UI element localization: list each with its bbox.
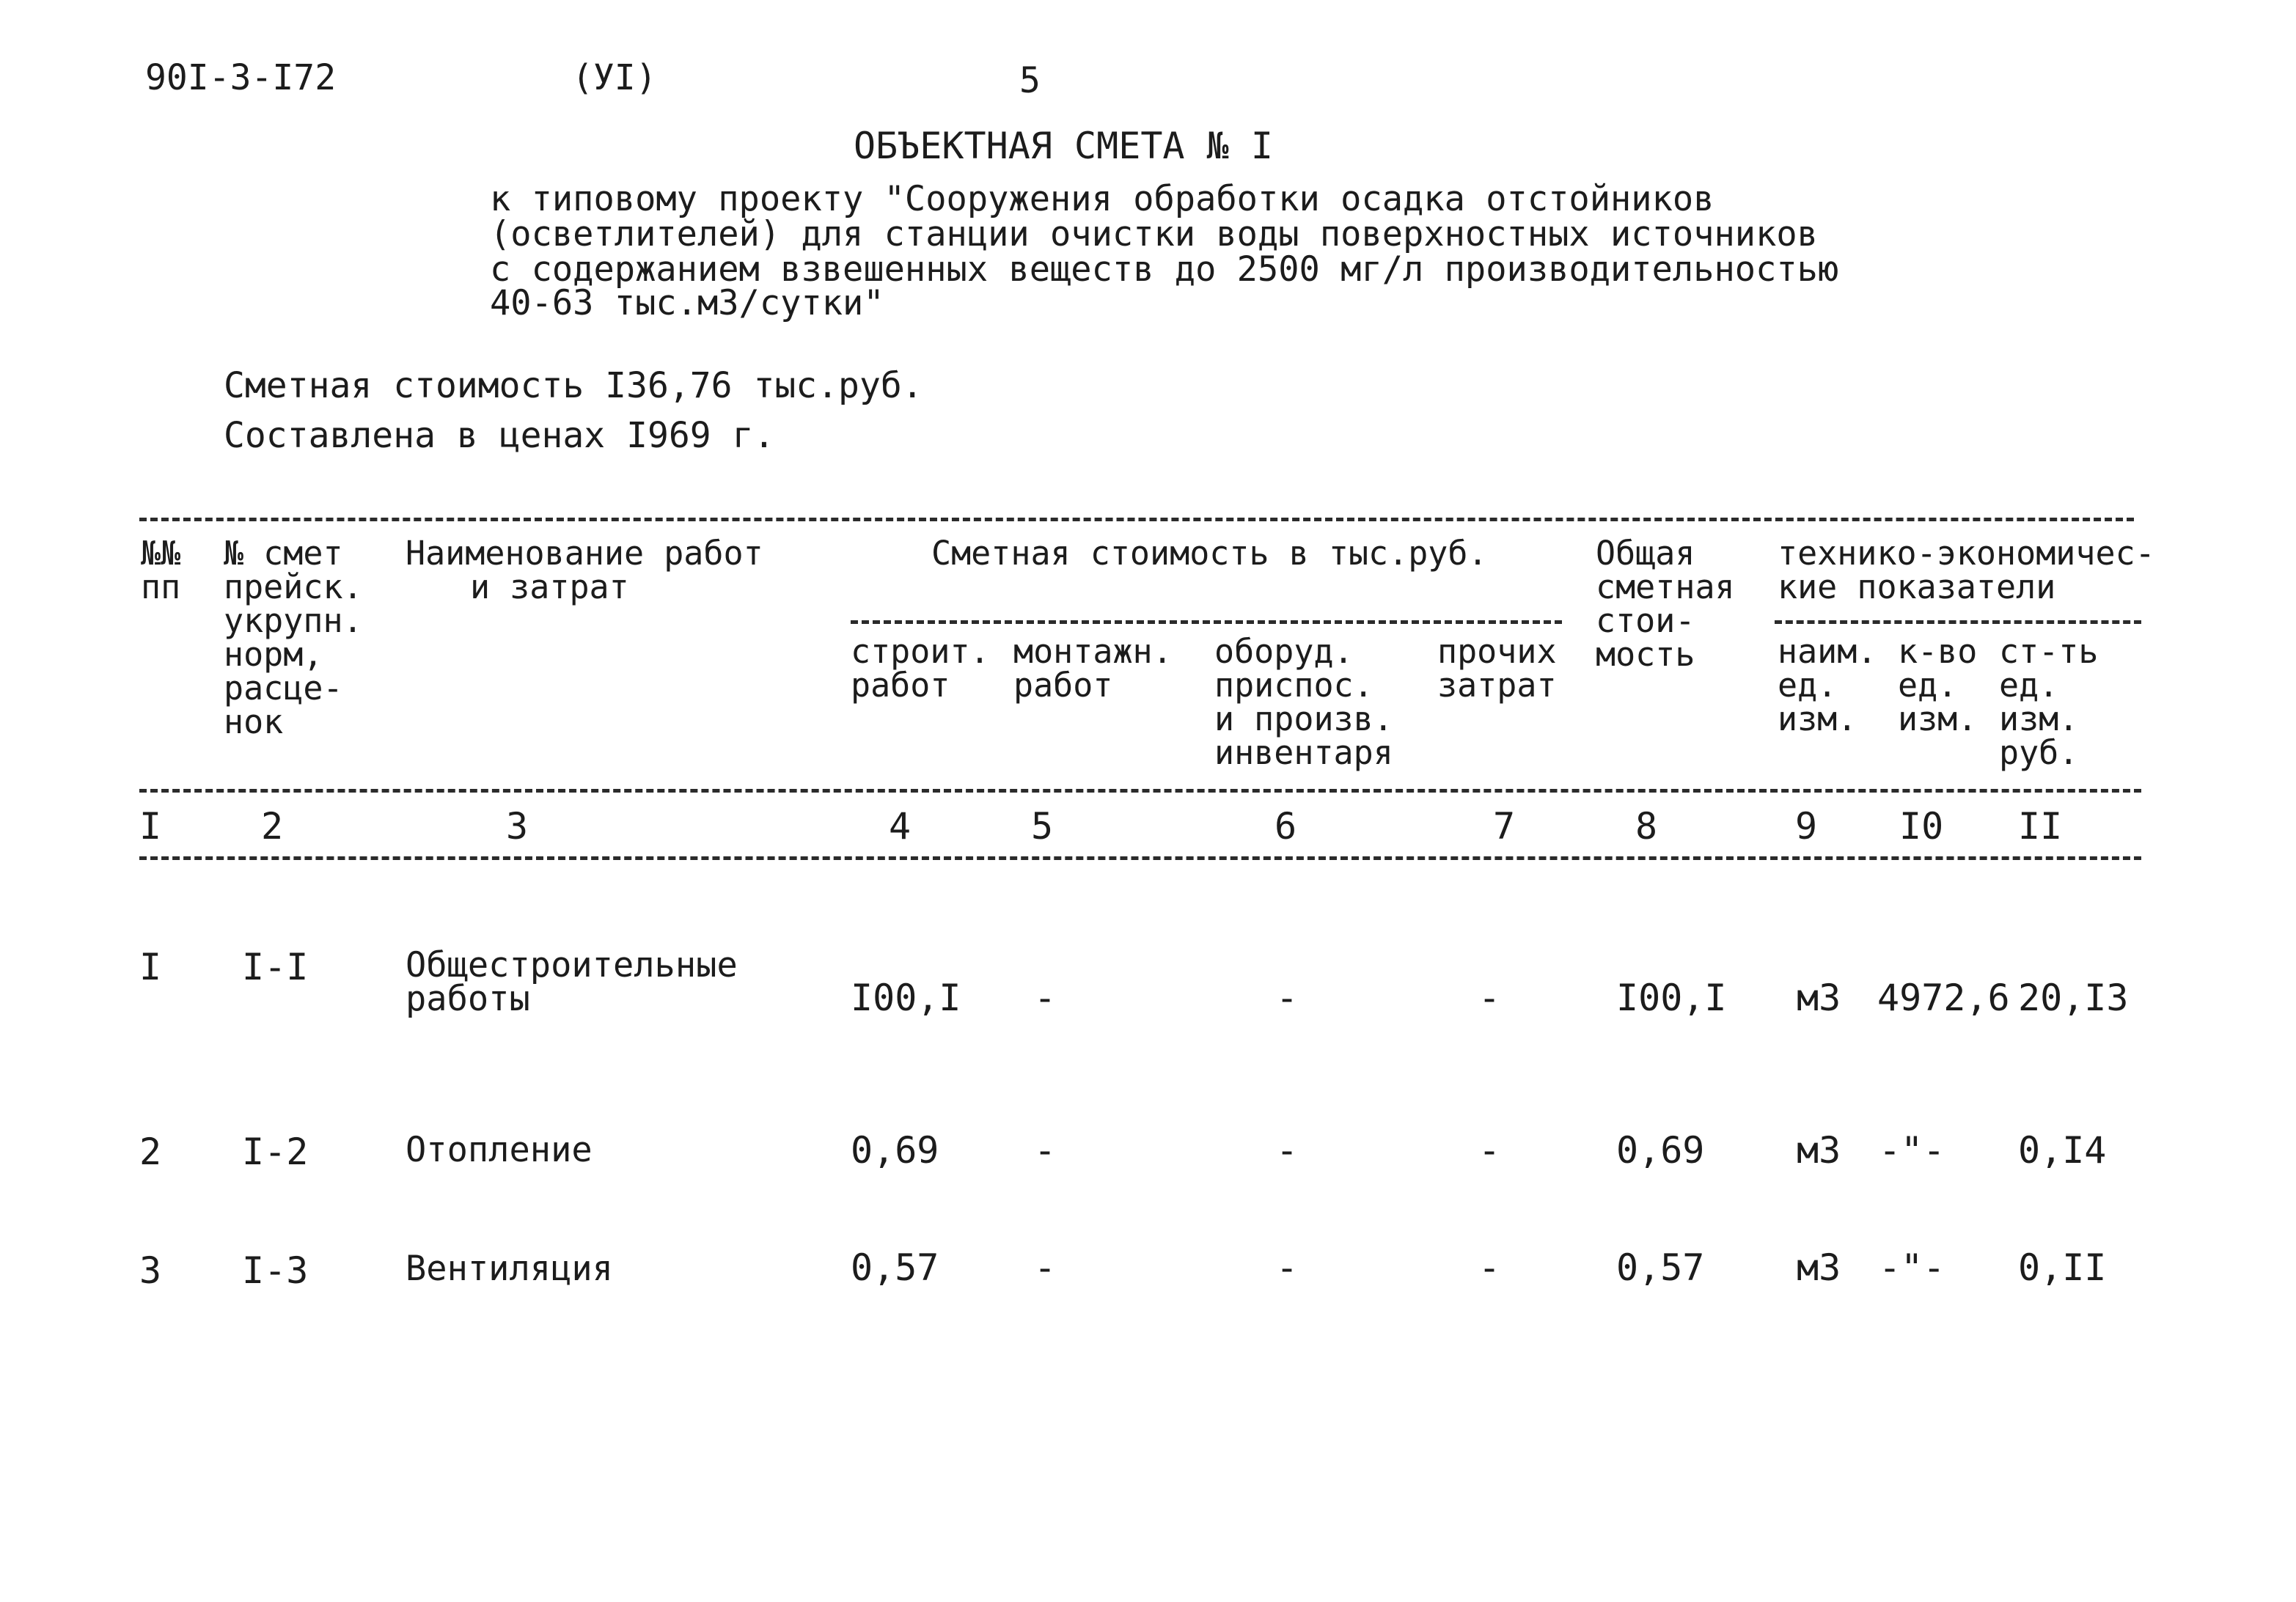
table-top-rule [139, 518, 2134, 521]
column-number: 9 [1795, 805, 1818, 848]
row-number: 3 [139, 1249, 162, 1292]
sheet-label: (УI) [572, 57, 657, 98]
column-number: I0 [1899, 805, 1944, 848]
row-number: 2 [139, 1131, 162, 1173]
installation-cost: - [1034, 1246, 1057, 1289]
estimate-number: I-3 [242, 1249, 309, 1292]
other-cost: - [1478, 977, 1501, 1019]
header-col1: №№ пп [141, 534, 181, 606]
cost-group-rule [851, 620, 1562, 624]
header-col3: Наименование работ и затрат [406, 534, 763, 606]
header-col7: прочих затрат [1437, 632, 1557, 705]
subtitle-line-3: с содержанием взвешенных веществ до 2500 мг/л производительностью [490, 249, 1839, 290]
header-col11: ст-ть ед. изм. руб. [1999, 632, 2099, 772]
header-col4: строит. работ [851, 632, 990, 705]
total-cost: 0,57 [1616, 1246, 1705, 1289]
unit: м3 [1797, 977, 1841, 1019]
page-number: 5 [1019, 60, 1041, 101]
work-name: Вентиляция [406, 1249, 613, 1289]
estimate-number: I-I [242, 946, 309, 988]
quantity: -"- [1879, 1129, 1945, 1172]
work-name: Общестроительные работы [406, 945, 738, 1019]
estimated-cost: Сметная стоимость I36,76 тыс.руб. [224, 365, 923, 406]
subtitle-line-4: 40-63 тыс.м3/сутки" [490, 283, 884, 323]
header-col6: оборуд. приспос. и произв. инвентаря [1214, 632, 1393, 772]
header-col9: наим. ед. изм. [1778, 632, 1877, 738]
header-col5: монтажн. работ [1013, 632, 1173, 705]
work-name: Отопление [406, 1130, 593, 1170]
unit: м3 [1797, 1246, 1841, 1289]
header-col10: к-во ед. изм. [1898, 632, 1978, 738]
installation-cost: - [1034, 977, 1057, 1019]
header-cost-group: Сметная стоимость в тыс.руб. [931, 534, 1488, 573]
column-number: I [139, 805, 162, 848]
tech-group-rule [1775, 620, 2141, 624]
column-number: 3 [506, 805, 529, 848]
subtitle-line-2: (осветлителей) для станции очистки воды поверхностных источников [490, 214, 1818, 254]
column-number: 5 [1031, 805, 1054, 848]
column-number: 7 [1493, 805, 1516, 848]
equipment-cost: - [1276, 977, 1299, 1019]
column-number: 6 [1274, 805, 1297, 848]
construction-cost: I00,I [851, 977, 961, 1019]
equipment-cost: - [1276, 1129, 1299, 1172]
total-cost: I00,I [1616, 977, 1727, 1019]
document-title: ОБЪЕКТНАЯ СМЕТА № I [854, 125, 1273, 167]
quantity: 4972,6 [1877, 977, 2010, 1019]
column-number: 8 [1635, 805, 1658, 848]
quantity: -"- [1879, 1246, 1945, 1289]
header-bottom-rule [139, 789, 2141, 793]
column-number: II [2018, 805, 2063, 848]
equipment-cost: - [1276, 1246, 1299, 1289]
other-cost: - [1478, 1129, 1501, 1172]
unit-cost: 0,II [2018, 1246, 2107, 1289]
unit-cost: 0,I4 [2018, 1129, 2107, 1172]
construction-cost: 0,57 [851, 1246, 939, 1289]
document-code: 90I-3-I72 [145, 57, 337, 98]
unit-cost: 20,I3 [2018, 977, 2129, 1019]
header-col8: Общая сметная стои- мость [1596, 534, 1735, 674]
estimate-number: I-2 [242, 1131, 309, 1173]
row-number: I [139, 946, 162, 988]
header-tech-group: технико-экономичес- кие показатели [1778, 534, 2155, 606]
installation-cost: - [1034, 1129, 1057, 1172]
header-col2: № смет прейск. укрупн. норм, расце- нок [224, 534, 363, 741]
other-cost: - [1478, 1246, 1501, 1289]
prices-year: Составлена в ценах I969 г. [224, 415, 775, 456]
column-numbers-rule [139, 856, 2141, 860]
construction-cost: 0,69 [851, 1129, 939, 1172]
subtitle-line-1: к типовому проекту "Сооружения обработки осадка отстойников [490, 179, 1714, 219]
column-number: 4 [889, 805, 912, 848]
column-number: 2 [261, 805, 284, 848]
unit: м3 [1797, 1129, 1841, 1172]
total-cost: 0,69 [1616, 1129, 1705, 1172]
